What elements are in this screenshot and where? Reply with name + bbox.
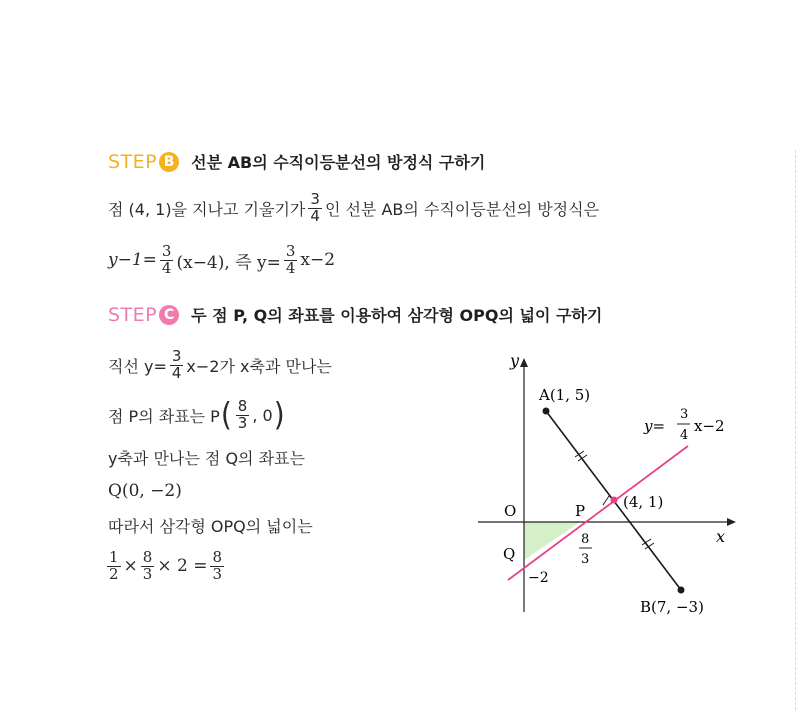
- point-a-dot: [543, 408, 550, 415]
- y-axis-label: y: [510, 351, 520, 370]
- point-a-label: A(1, 5): [539, 386, 591, 404]
- body-l1-pre: 직선 y=: [108, 356, 167, 376]
- area-a-num: 1: [109, 547, 119, 566]
- eq-f1-den: 4: [161, 258, 172, 277]
- body-l1-num: 3: [171, 346, 182, 365]
- eq-f1-num: 3: [161, 241, 172, 260]
- point-q-label: Q: [503, 545, 516, 563]
- area-r-den: 3: [212, 564, 223, 583]
- slope-den: 4: [310, 206, 320, 225]
- midpoint-label: (4, 1): [623, 493, 664, 511]
- bisector-line: [508, 446, 688, 580]
- midpoint-dot: [611, 497, 618, 504]
- line1-pre: 점 (4, 1)을 지나고 기울기가: [108, 199, 306, 219]
- origin-label: O: [504, 502, 517, 520]
- area-times-2: × 2 =: [157, 556, 208, 576]
- body-l2-den: 3: [237, 413, 248, 432]
- body-l2-post: , 0: [252, 405, 273, 425]
- slope-num: 3: [310, 189, 320, 208]
- x-axis-arrow-icon: [727, 518, 736, 526]
- step-c-badge: STEP: [108, 303, 158, 326]
- eq-lhs: y−1=: [108, 250, 157, 270]
- step-b-circle-icon: B: [159, 152, 179, 172]
- area-b-num: 8: [142, 547, 153, 566]
- body-line-4: Q(0, −2): [108, 481, 182, 501]
- right-paren: ): [273, 395, 285, 434]
- step-b-badge: STEP: [108, 150, 158, 173]
- body-line-5: 따라서 삼각형 OPQ의 넓이는: [108, 516, 313, 536]
- p-frac-num: 8: [581, 532, 590, 547]
- step-c-circle-icon: C: [159, 305, 179, 325]
- point-b-label: B(7, −3): [640, 598, 704, 616]
- step-c-title: 두 점 P, Q의 좌표를 이용하여 삼각형 OPQ의 넓이 구하기: [191, 306, 603, 325]
- line-eq-post: x−2: [694, 417, 725, 435]
- body-l1-post: x−2가 x축과 만나는: [186, 356, 332, 376]
- body-l2-pre: 점 P의 좌표는 P: [108, 406, 220, 426]
- eq-f2-den: 4: [285, 258, 296, 277]
- area-a-den: 2: [109, 564, 119, 583]
- area-b-den: 3: [142, 564, 153, 583]
- step-b-title: 선분 AB의 수직이등분선의 방정식 구하기: [191, 153, 486, 172]
- line-eq-num: 3: [680, 407, 689, 422]
- body-l2-num: 8: [237, 396, 248, 415]
- eq-mid: (x−4), 즉 y=: [176, 252, 281, 273]
- eq-f2-num: 3: [285, 241, 296, 260]
- point-p-label: P: [575, 502, 586, 520]
- point-b-dot: [678, 587, 685, 594]
- left-paren: (: [220, 395, 232, 434]
- triangle-opq-fill: [524, 522, 580, 560]
- area-times-1: ×: [123, 556, 138, 576]
- area-r-num: 8: [212, 547, 223, 566]
- body-l1-den: 4: [171, 363, 182, 382]
- x-axis-label: x: [716, 527, 726, 546]
- y-axis-arrow-icon: [520, 358, 528, 367]
- eq-tail: x−2: [300, 250, 336, 270]
- p-frac-den: 3: [581, 552, 590, 567]
- line-eq-pre: y=: [644, 417, 666, 435]
- line1-post: 인 선분 AB의 수직이등분선의 방정식은: [324, 199, 600, 219]
- q-value-label: −2: [528, 570, 549, 586]
- line-eq-den: 4: [680, 428, 689, 443]
- body-line-3: y축과 만나는 점 Q의 좌표는: [108, 448, 305, 468]
